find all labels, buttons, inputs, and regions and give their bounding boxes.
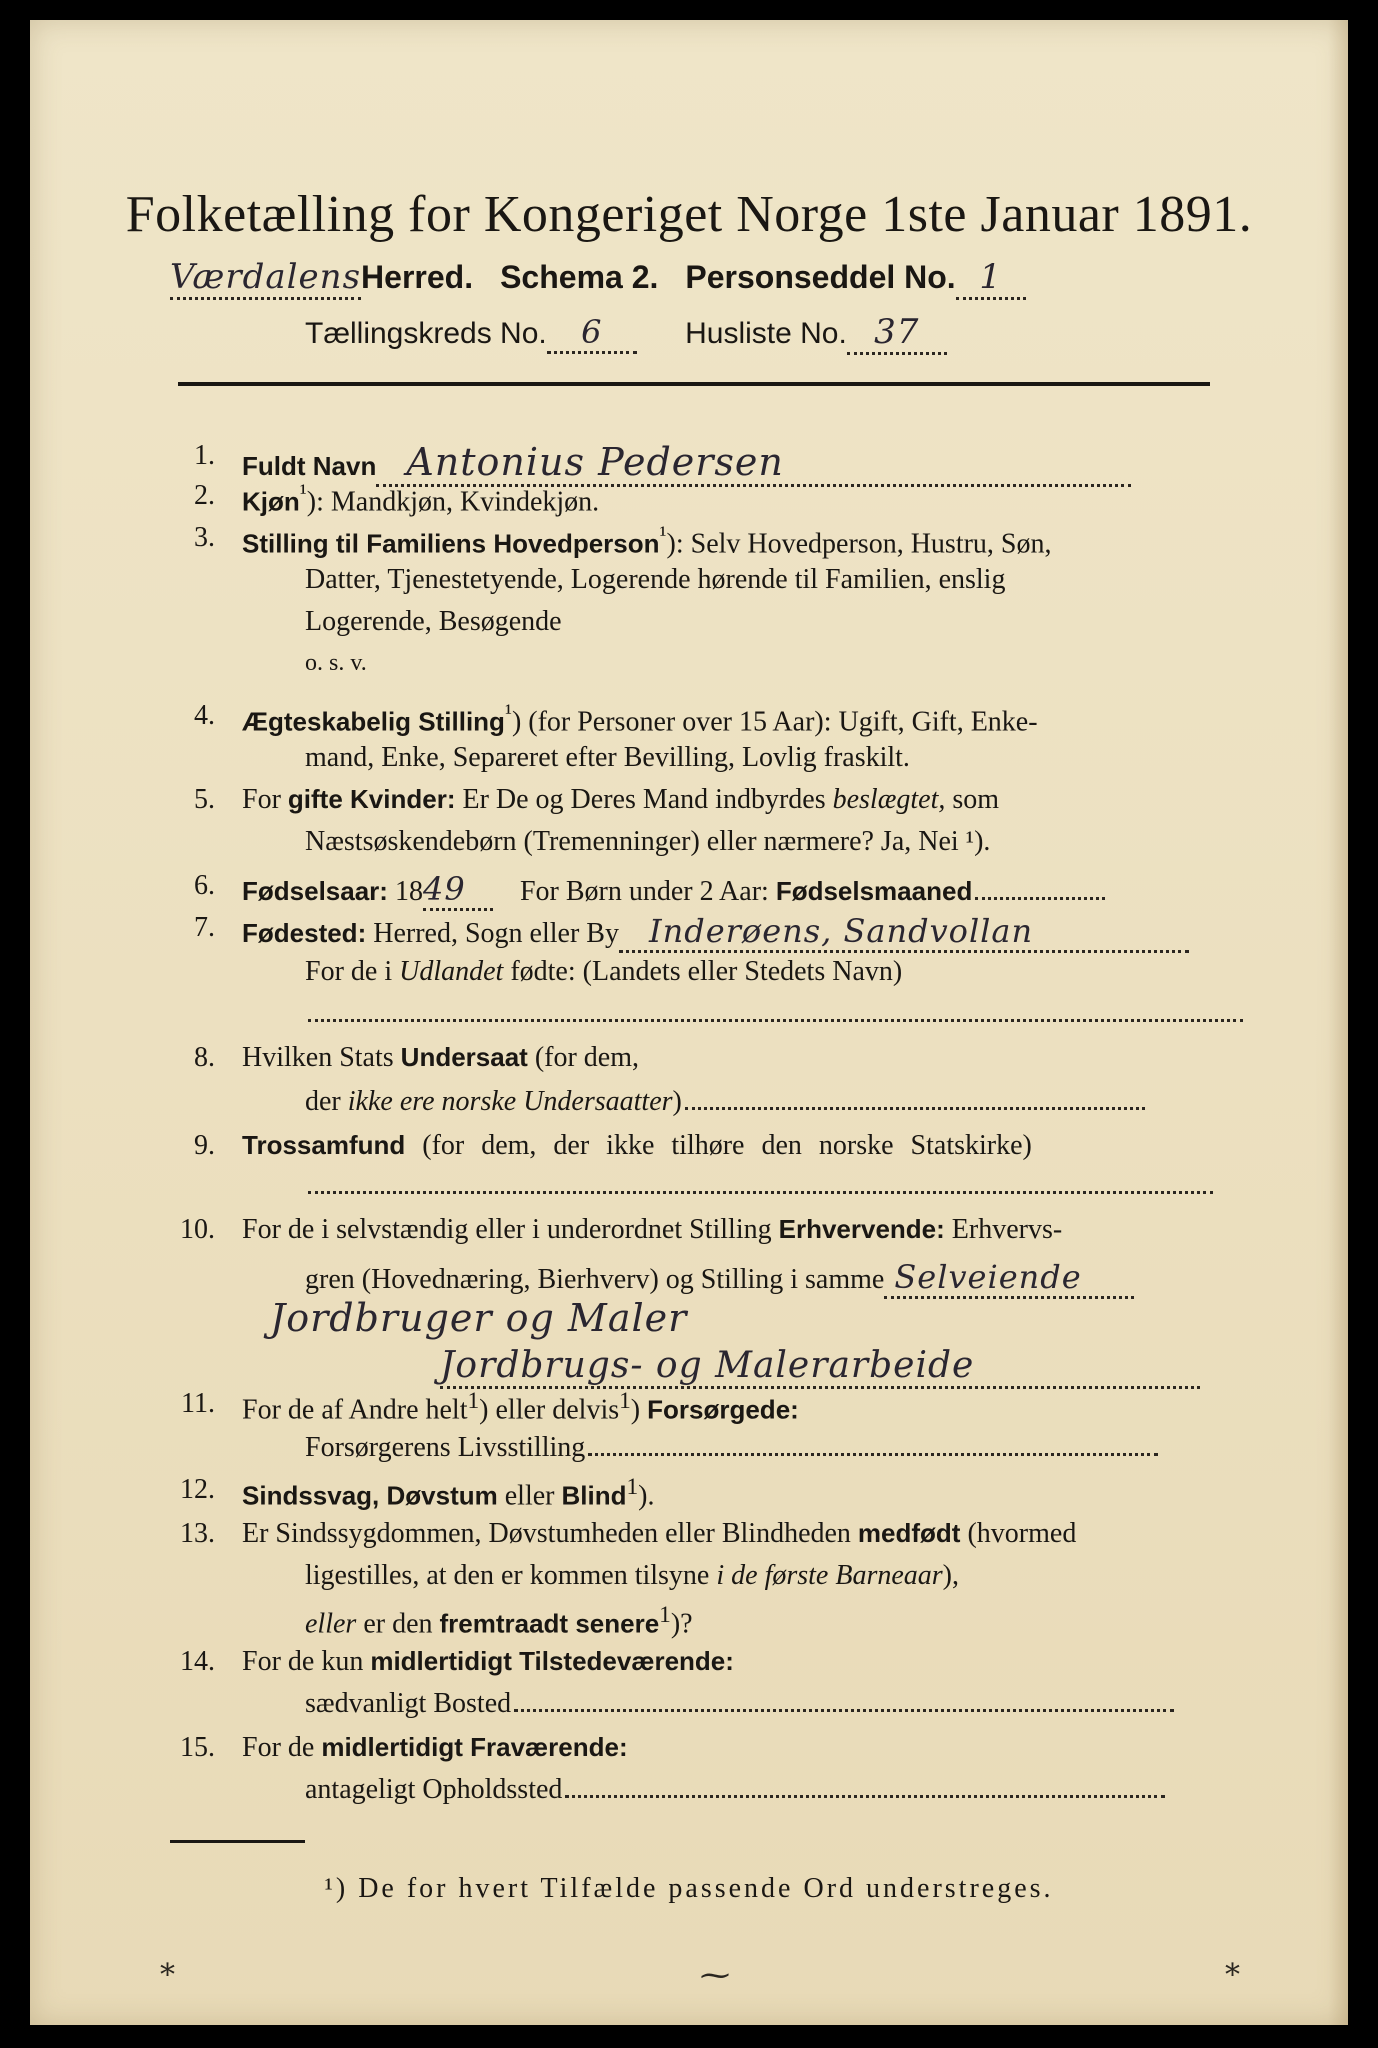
item-3-sup: ¹ [659,522,667,548]
item-8-fill [685,1106,1145,1110]
item-3-text-1: ): Selv Hovedperson, Hustru, Søn, [666,528,1052,560]
item-13-number: 13. [180,1518,215,1549]
item-1-label: Fuldt Navn [242,451,377,481]
item-12-label: Sindssvag, Døvstum [242,1480,498,1511]
item-14-line-2 [305,1688,1177,1720]
item-10-label: Erhvervende: [778,1214,945,1244]
item-6-mid: For Børn under 2 Aar: [519,876,769,907]
item-13-text-3a: er den [363,1608,433,1640]
footnote: ¹) De for hvert Tilfælde passende Ord understreges. [324,1873,1054,1904]
item-15-number: 15. [180,1732,215,1763]
item-8-text-2a: der [305,1086,341,1117]
item-7-line-2 [305,956,902,988]
item-8-line-2 [305,1086,1148,1118]
item-10-line-2 [305,1258,1134,1299]
item-9-text: (for dem, der ikke tilhøre den norske Statskirke) [422,1130,1032,1161]
item-7-text-1: Herred, Sogn eller By [373,918,619,949]
item-15-line-2 [305,1774,1168,1806]
item-5-italic: beslægtet, [832,784,946,815]
item-12-number: 12. [180,1474,215,1505]
item-6-label-2: Fødselsmaaned [775,876,973,906]
item-15-label: midlertidigt Fraværende: [321,1732,628,1762]
item-13-line-1 [242,1518,1076,1550]
item-6 [242,870,1108,911]
item-12: Sindssvag, Døvstum eller Blind$^1$). [242,1474,655,1512]
item-5-text-1-end: som [952,784,1000,815]
header-kreds-row [305,312,947,355]
item-8-text-1: (for dem, [534,1042,640,1073]
item-2-number: 2. [194,480,215,511]
item-2-sup: ¹ [299,480,307,506]
item-15-line-1 [242,1732,628,1764]
item-8-text-2b: ) [672,1086,682,1117]
personseddel-value: 1 [956,257,1026,300]
item-14-pre: For de kun [242,1646,364,1677]
item-4-text-1: ) (for Personer over 15 Aar): Ugift, Gift, Enke- [511,706,1038,738]
item-4-line-1 [242,700,1038,738]
header-herred-row [170,255,1026,300]
item-15-fill [565,1794,1165,1798]
item-11-line-1: For de af Andre helt$^1$) eller delvis$^1$) Forsørgede: [242,1388,799,1426]
item-13-italic-2: eller [305,1608,357,1640]
item-8-label: Undersaat [400,1042,528,1072]
item-10-value-1: Selveiende [884,1258,1134,1299]
item-4-sup: ¹ [504,700,512,726]
item-6-label: Fødselsaar: [242,876,388,906]
schema-label: Schema 2. [500,259,659,295]
item-10-value-2: Jordbruger og Maler [270,1296,688,1340]
item-3-line-3: Logerende, Besøgende [305,606,562,637]
herred-value: Værdalens [170,257,361,300]
item-4-line-2: mand, Enke, Separeret efter Bevilling, Lovlig fraskilt. [305,742,910,773]
paper-edge [1328,20,1348,2025]
item-5-text-1: Er De og Deres Mand indbyrdes [462,784,826,815]
personseddel-label: Personseddel No. [685,259,956,295]
item-14-line-1 [242,1646,734,1678]
item-2-label: Kjøn [242,486,300,517]
item-5-line-1 [242,784,999,816]
item-13-label-2: fremtraadt senere [439,1608,660,1639]
husliste-value: 37 [847,312,947,355]
item-11-text-1a: For de af Andre helt [242,1394,468,1426]
item-10-text-1-end: Erhvervs- [951,1214,1063,1245]
item-7-text-2b: fødte: (Landets eller Stedets Navn) [510,956,903,987]
item-6-prefix: 18 [394,876,423,907]
item-7-number: 7. [194,912,215,943]
item-10-value-3: Jordbrugs- og Malerarbeide [440,1345,1200,1389]
item-14-fill [514,1708,1174,1712]
item-11-label: Forsørgede: [647,1394,799,1425]
item-14-label: midlertidigt Tilstedeværende: [370,1646,734,1676]
item-12-mid: eller [504,1480,555,1512]
item-12-end: ). [638,1480,655,1512]
item-5-number: 5. [194,784,215,815]
item-5-label: gifte Kvinder: [287,784,456,814]
item-13-text-2b: ), [942,1560,959,1591]
item-7-label: Fødested: [242,918,367,948]
item-8-line-1 [242,1042,639,1074]
item-8-pre: Hvilken Stats [242,1042,394,1073]
item-8-italic: ikke ere norske Undersaatter [347,1086,673,1117]
item-4-label: Ægteskabelig Stilling [242,706,505,737]
item-7-text-2a: For de i [305,956,393,987]
item-3-line-1 [242,522,1052,560]
item-9-number: 9. [194,1130,215,1161]
item-2-text: ): Mandkjøn, Kvindekjøn. [306,486,600,518]
item-6-value: 49 [423,870,493,911]
item-3-label: Stilling til Familiens Hovedperson [242,528,660,559]
item-14-number: 14. [180,1646,215,1677]
item-7-value: Inderøens, Sandvollan [619,912,1189,953]
item-13-label: medfødt [857,1518,961,1548]
item-15-text-2: antageligt Opholdssted [305,1774,563,1805]
corner-mark-center: ⁓ [700,1959,730,1992]
item-12-label-2: Blind [561,1480,627,1511]
item-7-italic: Udlandet [399,956,504,987]
item-11-text-1b: eller delvis [495,1394,620,1426]
item-1-number: 1. [194,440,215,471]
item-7-blank-line [308,1018,1243,1022]
item-11-line-2 [305,1432,1161,1464]
item-13-text-1: Er Sindssygdommen, Døvstumheden eller Blindheden [242,1518,851,1549]
item-1-value: Antonius Pedersen [376,440,1131,487]
item-3-number: 3. [194,522,215,553]
item-10-text-2: gren (Hovednæring, Bierhverv) og Stilling i samme [305,1264,885,1295]
item-15-pre: For de [242,1732,315,1763]
item-10-line-1 [242,1214,1062,1246]
item-6-number: 6. [194,870,215,901]
item-11-text-2: Forsørgerens Livsstilling [305,1432,586,1463]
item-6-fill [975,896,1105,900]
header-rule [178,382,1210,386]
item-8-number: 8. [194,1042,215,1073]
item-13-text-1-end: (hvormed [967,1518,1077,1549]
item-11-number: 11. [181,1388,215,1419]
item-13-text-2a: ligestilles, at den er kommen tilsyne [305,1560,710,1591]
item-3-line-4: o. s. v. [305,650,367,676]
corner-mark-left: ⁎ [160,1949,175,1982]
item-11-fill [588,1452,1158,1456]
kreds-label: Tællingskreds No. [305,317,547,350]
footnote-rule [170,1840,305,1843]
item-5-line-2: Næstsøskendebørn (Tremenninger) eller nærmere? Ja, Nei ¹). [305,826,991,857]
item-9-label: Trossamfund [242,1130,406,1160]
kreds-value: 6 [547,313,637,354]
item-13-line-2 [305,1560,959,1592]
corner-mark-right: ⁎ [1225,1949,1240,1982]
item-3-line-2: Datter, Tjenestetyende, Logerende hørende til Familien, enslig [305,564,1006,595]
item-13-text-3-end: )? [670,1608,693,1640]
item-9 [242,1130,1032,1162]
item-4-number: 4. [194,700,215,731]
herred-label: Herred. [361,259,474,295]
item-5-pre: For [242,784,281,815]
item-14-text-2: sædvanligt Bosted [305,1688,512,1719]
item-10-text-1: For de i selvstændig eller i underordnet Stilling [242,1214,772,1245]
item-9-blank-line [308,1190,1213,1194]
form-title: Folketælling for Kongeriget Norge 1ste Januar 1891. [125,186,1253,243]
item-13-line-3: eller er den fremtraadt senere$^1$)? [305,1602,693,1640]
husliste-label: Husliste No. [685,317,847,350]
item-10-number: 10. [180,1214,215,1245]
item-2 [242,480,599,518]
item-7-line-1 [242,912,1189,953]
item-13-italic: i de første Barneaar [716,1560,943,1591]
